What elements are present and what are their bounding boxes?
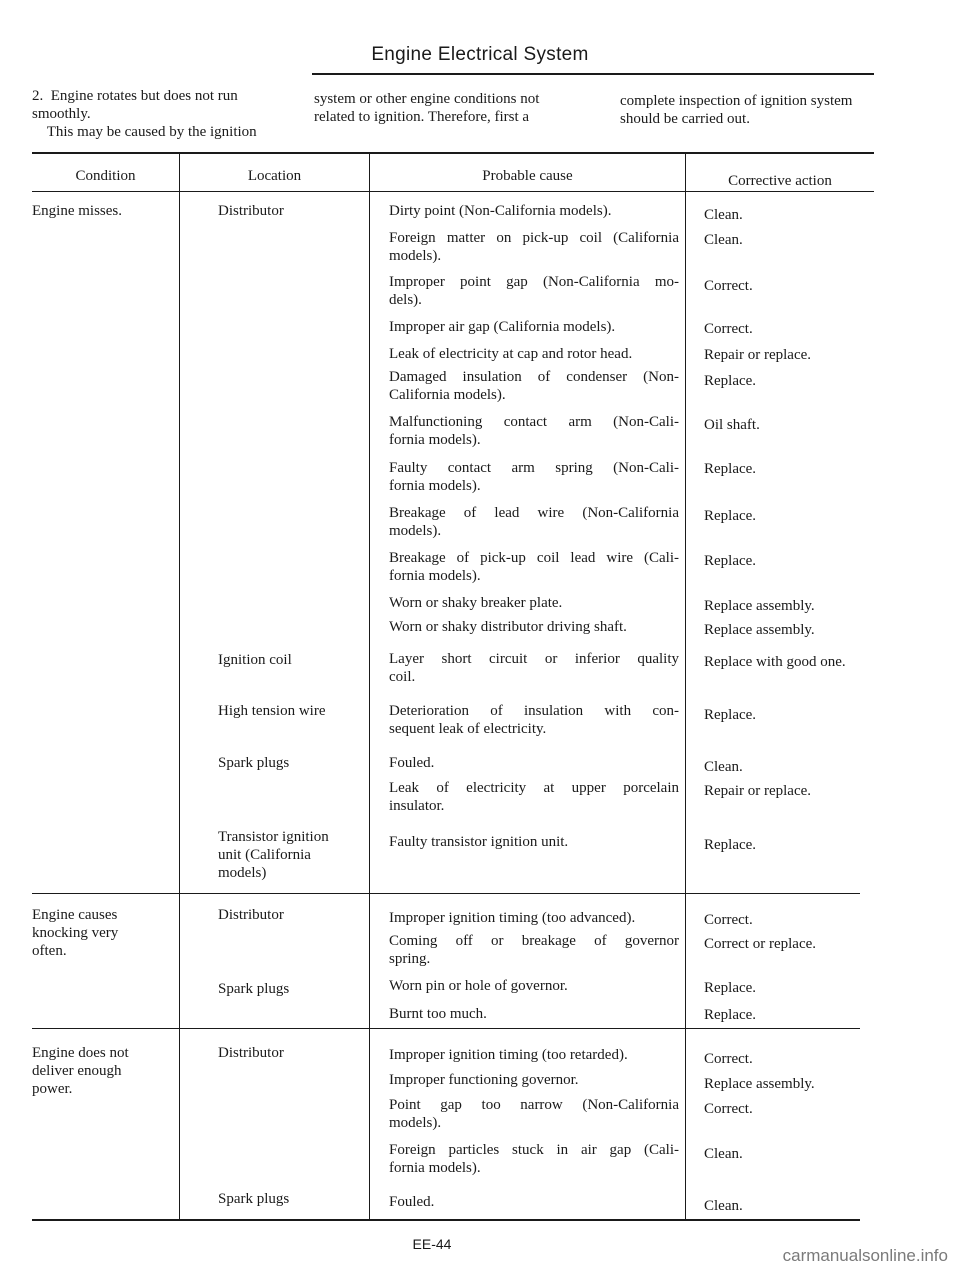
action-cell-line: Repair or replace. [704,347,812,363]
cause-cell-line: Breakage of pick-up coil lead wire (Cali- [389,550,679,566]
cause-cell [389,779,679,815]
cause-cell-line: fornia models). [389,568,481,584]
intro-line: should be carried out. [620,111,750,127]
action-cell [704,706,864,724]
cause-cell [389,650,679,686]
cause-cell [389,504,679,540]
location-cell-line: Transistor ignition [218,829,329,845]
condition-cell-line: Engine does not [32,1045,129,1061]
cause-cell-line: Deterioration of insulation with con- [389,703,679,719]
condition-cell [32,1044,179,1098]
action-cell-line: Correct. [704,1051,753,1067]
action-cell [704,836,864,854]
column-divider [179,153,180,1220]
column-header-cause: Probable cause [482,168,573,184]
action-cell [704,911,864,929]
location-cell [218,906,368,924]
column-header-action: Corrective action [728,173,832,189]
cause-cell-line: Worn or shaky breaker plate. [389,595,563,611]
action-cell [704,1006,864,1024]
action-cell [704,979,864,997]
action-cell-line: Replace. [704,553,757,569]
cause-cell-line: dels). [389,292,422,308]
cause-cell-line: Foreign matter on pick-up coil (California [389,230,679,246]
cause-cell [389,594,679,612]
cause-cell-line: Faulty transistor ignition unit. [389,834,569,850]
action-cell [704,231,864,249]
action-cell-line: Oil shaft. [704,417,760,433]
cause-cell-line: Leak of electricity at cap and rotor head. [389,346,633,362]
condition-cell [32,906,179,960]
action-cell-line: Clean. [704,207,743,223]
location-cell-line: unit (California [218,847,311,863]
location-cell-line: Spark plugs [218,981,290,997]
cause-cell [389,549,679,585]
cause-cell [389,345,679,363]
action-cell-line: Correct or replace. [704,936,817,952]
cause-cell [389,459,679,495]
cause-cell-line: fornia models). [389,478,481,494]
cause-cell-line: insulator. [389,798,445,814]
action-cell-line: Clean. [704,1146,743,1162]
cause-cell-line: Worn or shaky distributor driving shaft. [389,619,627,635]
action-cell-line: Replace. [704,461,757,477]
table-top-rule [32,152,874,154]
condition-cell-line: power. [32,1081,73,1097]
cause-cell [389,1193,679,1211]
location-cell [218,1190,368,1208]
action-cell [704,758,864,776]
cause-cell-line: Damaged insulation of condenser (Non- [389,369,679,385]
action-cell-line: Correct. [704,912,753,928]
intro-column-1 [32,87,302,141]
row-group-divider [32,893,860,894]
cause-cell [389,1071,679,1089]
column-divider [369,153,370,1220]
intro-column-2 [314,90,604,126]
location-cell-line: models) [218,865,267,881]
action-cell [704,653,864,671]
cause-cell-line: Improper point gap (Non-California mo- [389,274,679,290]
column-divider [685,153,686,1220]
cause-cell-line: California models). [389,387,506,403]
intro-line: This may be caused by the ignition [32,124,257,140]
cause-cell-line: Malfunctioning contact arm (Non-Cali- [389,414,679,430]
cause-cell-line: Foreign particles stuck in air gap (Cali- [389,1142,679,1158]
cause-cell-line: Fouled. [389,755,435,771]
action-cell-line: Replace. [704,508,757,524]
action-cell [704,320,864,338]
cause-cell-line: coil. [389,669,416,685]
action-cell [704,1075,864,1093]
cause-cell [389,702,679,738]
cause-cell-line: fornia models). [389,1160,481,1176]
cause-cell [389,618,679,636]
action-cell [704,1050,864,1068]
table-bottom-rule [32,1219,860,1221]
cause-cell-line: Improper ignition timing (too retarded). [389,1047,628,1063]
action-cell [704,1197,864,1215]
cause-cell-line: Fouled. [389,1194,435,1210]
location-cell-line: Distributor [218,203,284,219]
intro-line: 2. Engine rotates but does not run [32,88,238,104]
location-cell [218,1044,368,1062]
action-cell [704,597,864,615]
cause-cell [389,1046,679,1064]
action-cell-line: Replace. [704,1007,757,1023]
location-cell [218,702,368,720]
condition-cell-line: often. [32,943,67,959]
location-cell-line: Spark plugs [218,755,290,771]
action-cell [704,1100,864,1118]
column-header-condition: Condition [75,168,136,184]
cause-cell-line: Leak of electricity at upper porcelain [389,780,679,796]
condition-cell-line: Engine causes [32,907,118,923]
page-number: EE-44 [412,1236,452,1252]
action-cell-line: Clean. [704,232,743,248]
condition-cell-line: knocking very [32,925,119,941]
condition-cell-line: Engine misses. [32,203,122,219]
cause-cell-line: Point gap too narrow (Non-California [389,1097,679,1113]
cause-cell [389,1096,679,1132]
cause-cell [389,273,679,309]
action-cell-line: Repair or replace. [704,783,812,799]
location-cell-line: High tension wire [218,703,326,719]
cause-cell-line: fornia models). [389,432,481,448]
cause-cell-line: Layer short circuit or inferior quality [389,651,679,667]
action-cell [704,460,864,478]
action-cell-line: Replace. [704,837,757,853]
action-cell [704,206,864,224]
table-header-rule [32,191,874,192]
cause-cell-line: Worn pin or hole of governor. [389,978,568,994]
intro-line: smoothly. [32,106,91,122]
action-cell [704,372,864,390]
action-cell [704,346,864,364]
cause-cell-line: Dirty point (Non-California models). [389,203,612,219]
cause-cell-line: Improper ignition timing (too advanced). [389,910,636,926]
cause-cell [389,754,679,772]
action-cell-line: Replace assembly. [704,598,815,614]
action-cell-line: Replace with good one. [704,654,846,670]
action-cell-line: Clean. [704,759,743,775]
action-cell-line: Replace. [704,707,757,723]
location-cell [218,651,368,669]
intro-column-3 [620,92,890,128]
cause-cell-line: models). [389,1115,442,1131]
cause-cell-line: Faulty contact arm spring (Non-Cali- [389,460,679,476]
intro-line: related to ignition. Therefore, first a [314,109,530,125]
cause-cell-line: Burnt too much. [389,1006,487,1022]
cause-cell-line: models). [389,523,442,539]
location-cell [218,202,368,220]
location-cell [218,828,368,882]
action-cell [704,782,864,800]
cause-cell [389,932,679,968]
cause-cell [389,1005,679,1023]
condition-cell [32,202,179,220]
cause-cell-line: Coming off or breakage of governor [389,933,679,949]
cause-cell [389,833,679,851]
location-cell [218,980,368,998]
location-cell [218,754,368,772]
cause-cell [389,413,679,449]
action-cell-line: Correct. [704,278,753,294]
location-cell-line: Distributor [218,907,284,923]
action-cell-line: Correct. [704,321,753,337]
action-cell [704,277,864,295]
action-cell-line: Replace assembly. [704,622,815,638]
header-rule [312,73,874,75]
cause-cell-line: sequent leak of electricity. [389,721,547,737]
watermark: carmanualsonline.info [782,1246,948,1265]
action-cell-line: Correct. [704,1101,753,1117]
cause-cell-line: spring. [389,951,431,967]
action-cell [704,507,864,525]
action-cell [704,416,864,434]
condition-cell-line: deliver enough [32,1063,122,1079]
action-cell [704,552,864,570]
action-cell [704,621,864,639]
cause-cell [389,977,679,995]
cause-cell-line: Improper functioning governor. [389,1072,579,1088]
location-cell-line: Distributor [218,1045,284,1061]
cause-cell [389,229,679,265]
column-header-location: Location [247,168,302,184]
cause-cell-line: models). [389,248,442,264]
cause-cell [389,368,679,404]
page-header-title: Engine Electrical System [371,44,589,65]
cause-cell [389,909,679,927]
action-cell-line: Replace. [704,373,757,389]
intro-line: complete inspection of ignition system [620,93,853,109]
row-group-divider [32,1028,860,1029]
action-cell [704,1145,864,1163]
location-cell-line: Ignition coil [218,652,292,668]
action-cell [704,935,864,953]
intro-line: system or other engine conditions not [314,91,540,107]
location-cell-line: Spark plugs [218,1191,290,1207]
action-cell-line: Clean. [704,1198,743,1214]
cause-cell [389,1141,679,1177]
cause-cell-line: Breakage of lead wire (Non-California [389,505,679,521]
cause-cell-line: Improper air gap (California models). [389,319,616,335]
cause-cell [389,318,679,336]
action-cell-line: Replace assembly. [704,1076,815,1092]
cause-cell [389,202,679,220]
action-cell-line: Replace. [704,980,757,996]
